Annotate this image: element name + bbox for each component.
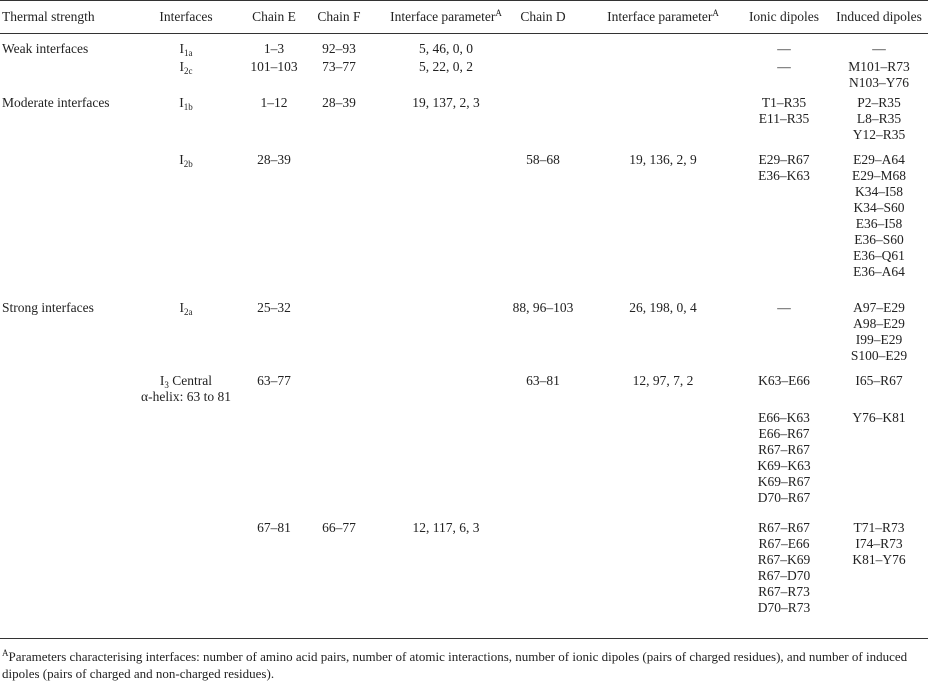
chain-d-range: 88, 96–103	[512, 300, 574, 315]
chain-e-range: 1–3	[263, 41, 285, 56]
chain-e-range: 28–39	[257, 152, 291, 167]
header-interface-parameter-2: Interface parameter$^A$	[607, 8, 719, 24]
chain-f-range: 92–93	[322, 41, 356, 56]
induced-dipole: E36–Q61	[853, 248, 905, 263]
ionic-dipole: D70–R73	[757, 600, 811, 615]
induced-dipole: K34–S60	[853, 200, 905, 215]
induced-dipole-list	[848, 59, 910, 91]
induced-dipole: T71–R73	[853, 520, 905, 535]
chain-d-range: 63–81	[526, 373, 560, 388]
ionic-dipole: R67–R67	[758, 520, 810, 535]
interface-label: $I_{1a}$	[179, 41, 193, 58]
header-thermal-strength: Thermal strength	[2, 9, 95, 24]
ionic-dipole: K63–E66	[758, 373, 810, 388]
interface-parameter-2-value: 26, 198, 0, 4	[629, 300, 697, 315]
induced-dipole-list	[852, 520, 905, 568]
ionic-dipole: R67–R67	[758, 442, 810, 457]
ionic-dipole: K69–K63	[757, 458, 811, 473]
header-ionic-dipoles: Ionic dipoles	[748, 9, 820, 24]
induced-dipole: P2–R35	[857, 95, 901, 110]
interface-label-central-helix	[141, 373, 231, 405]
chain-d-range: 58–68	[526, 152, 560, 167]
ionic-dipole: E36–K63	[758, 168, 810, 183]
chain-e-range: 101–103	[250, 59, 298, 74]
ionic-dipole: R67–R73	[758, 584, 810, 599]
induced-dipole: I99–E29	[855, 332, 903, 347]
induced-dipole: K81–Y76	[852, 552, 906, 567]
group-moderate: Moderate interfaces	[2, 95, 110, 110]
top-rule	[0, 0, 928, 1]
header-chain-f: Chain F	[317, 9, 361, 24]
induced-dipole: N103–Y76	[848, 75, 909, 90]
interface-parameter-2-value: 19, 136, 2, 9	[629, 152, 697, 167]
chain-f-range: 28–39	[322, 95, 356, 110]
induced-dipole: M101–R73	[848, 59, 910, 74]
ionic-dipole: T1–R35	[761, 95, 807, 110]
induced-dipole: A98–E29	[853, 316, 905, 331]
chain-f-range: 66–77	[322, 520, 356, 535]
interface-label: $I_{1b}$	[179, 95, 193, 112]
ionic-dipole: R67–D70	[757, 568, 811, 583]
ionic-dipole: —	[777, 41, 791, 56]
interface-label: $I_3$ Central	[159, 373, 213, 390]
interface-label: $I_{2a}$	[179, 300, 193, 317]
interface-parameter-value: 12, 117, 6, 3	[412, 520, 480, 535]
induced-dipole: E36–S60	[854, 232, 904, 247]
interface-label: $I_{2c}$	[179, 59, 193, 76]
induced-dipole: L8–R35	[856, 111, 902, 126]
header-interfaces: Interfaces	[159, 9, 213, 24]
group-weak: Weak interfaces	[2, 41, 89, 56]
interface-label: $I_{2b}$	[179, 152, 193, 169]
induced-dipole: E29–A64	[853, 152, 905, 167]
induced-dipole: E29–M68	[852, 168, 906, 183]
ionic-dipole-list	[757, 410, 810, 506]
header-chain-e: Chain E	[252, 9, 296, 24]
induced-dipole-list	[852, 152, 906, 280]
induced-dipole: S100–E29	[850, 348, 908, 363]
induced-dipole: Y76–K81	[852, 410, 906, 425]
ionic-dipole: E29–R67	[758, 152, 810, 167]
interface-parameter-value: 5, 46, 0, 0	[419, 41, 473, 56]
ionic-dipole: R67–E66	[758, 536, 810, 551]
induced-dipole-list	[851, 300, 907, 364]
induced-dipole: E36–A64	[853, 264, 905, 279]
ionic-dipole-list	[759, 95, 810, 127]
ionic-dipole: K69–R67	[757, 474, 811, 489]
header-rule	[0, 33, 928, 34]
table-footnote: $^A$Parameters characterising interfaces: number of amino acid pairs, number of atomic interactions, number of ionic dipoles (pairs of charged residues), and number of induced dipoles (pairs of charged and non-charged residues).	[2, 648, 908, 681]
bottom-rule	[0, 638, 928, 639]
induced-dipole: Y12–R35	[852, 127, 906, 142]
chain-e-range: 25–32	[257, 300, 291, 315]
chain-e-range: 63–77	[257, 373, 291, 388]
header-chain-d: Chain D	[520, 9, 566, 24]
induced-dipole: E36–I58	[855, 216, 903, 231]
interface-parameter-value: 5, 22, 0, 2	[419, 59, 473, 74]
interface-label-line2: α-helix: 63 to 81	[141, 389, 231, 404]
induced-dipole: I74–R73	[855, 536, 903, 551]
induced-dipole: I65–R67	[855, 373, 903, 388]
interface-parameter-value: 19, 137, 2, 3	[412, 95, 480, 110]
interface-parameter-2-value: 12, 97, 7, 2	[632, 373, 694, 388]
ionic-dipole: D70–R67	[757, 490, 811, 505]
induced-dipole: —	[872, 41, 886, 56]
ionic-dipole: E11–R35	[758, 111, 810, 126]
induced-dipole: K34–I58	[855, 184, 903, 199]
induced-dipole-list	[853, 95, 906, 143]
ionic-dipole-list	[758, 520, 811, 616]
chain-e-range: 1–12	[260, 95, 288, 110]
ionic-dipole: E66–K63	[758, 410, 810, 425]
header-interface-parameter: Interface parameter$^A$	[390, 8, 502, 24]
header-induced-dipoles: Induced dipoles	[836, 9, 922, 24]
chain-f-range: 73–77	[322, 59, 356, 74]
group-strong: Strong interfaces	[2, 300, 94, 315]
ionic-dipole: —	[777, 300, 791, 315]
ionic-dipole-list	[758, 152, 810, 184]
ionic-dipole: R67–K69	[757, 552, 811, 567]
chain-e-range: 67–81	[257, 520, 291, 535]
induced-dipole: A97–E29	[853, 300, 905, 315]
ionic-dipole: E66–R67	[758, 426, 810, 441]
ionic-dipole: —	[777, 59, 791, 74]
